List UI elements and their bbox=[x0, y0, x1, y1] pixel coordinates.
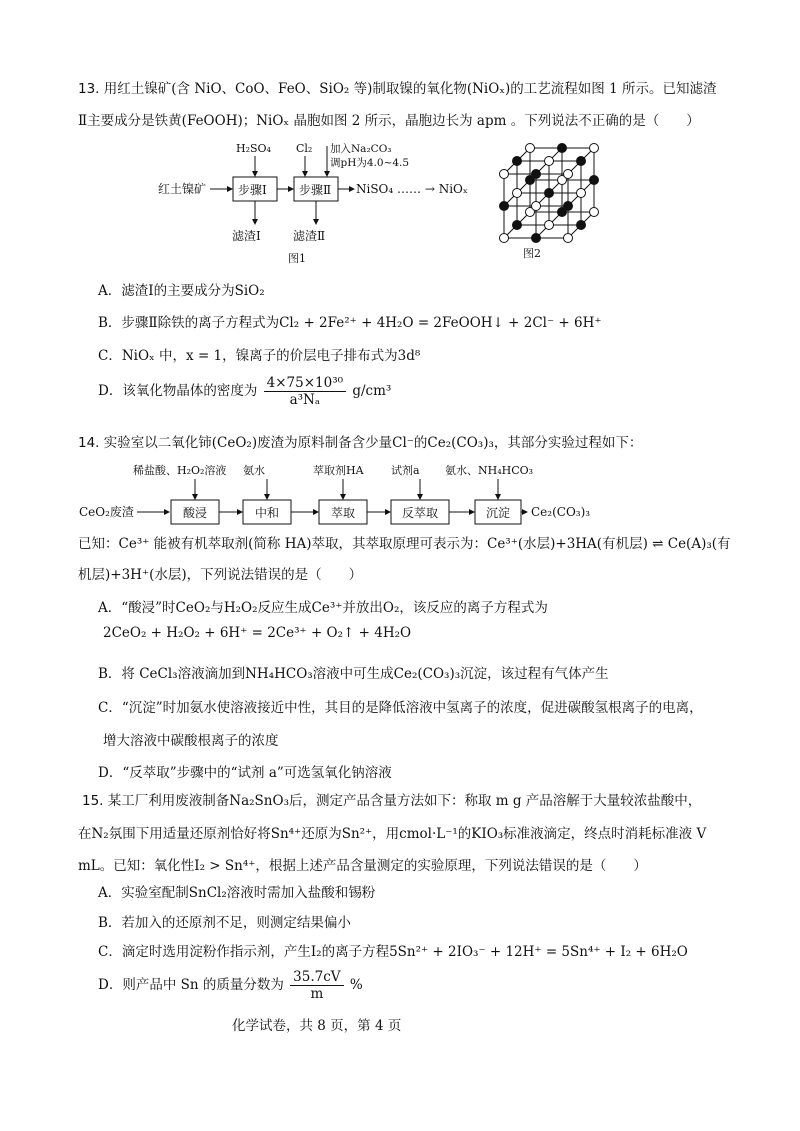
flow1-caption: 图1 bbox=[288, 252, 306, 265]
cell-atom-light bbox=[532, 202, 541, 211]
q15-option-d bbox=[98, 967, 363, 1003]
flow2-box-label-2: 萃取 bbox=[330, 506, 356, 520]
q14-option-a-equation: 2CeO₂ + H₂O₂ + 6H⁺ = 2Ce³⁺ + O₂↑ + 4H₂O bbox=[103, 625, 412, 641]
q13-density-numerator: 4×75×10³⁰ bbox=[264, 375, 346, 392]
cell-atom-light bbox=[545, 221, 554, 230]
q15-stem-line3: mL。已知：氧化性I₂ > Sn⁴⁺，根据上述产品含量测定的实验原理，下列说法错误的是（ ） bbox=[78, 858, 647, 874]
flow2-box-label-3: 反萃取 bbox=[401, 506, 439, 520]
cell-atom-light bbox=[545, 157, 554, 166]
page-footer: 化学试卷，共 8 页，第 4 页 bbox=[232, 1018, 402, 1034]
flow2-start-label: CeO₂废渣 bbox=[79, 505, 134, 519]
q13-option-d bbox=[98, 373, 391, 409]
flow1-reagent-na2co3: 加入Na₂CO₃ bbox=[330, 143, 392, 155]
cell-atom-dark bbox=[513, 221, 522, 230]
cell-atom-dark bbox=[577, 157, 586, 166]
cell-atom-light bbox=[577, 189, 586, 198]
cell-atom-dark bbox=[532, 170, 541, 179]
fig2-caption: 图2 bbox=[523, 247, 541, 260]
q15-option-a: A．实验室配制SnCl₂溶液时需加入盐酸和锡粉 bbox=[98, 885, 376, 901]
q15-option-c: C．滴定时选用淀粉作指示剂，产生I₂的离子方程5Sn²⁺ + 2IO₃⁻ + 12H⁺ = 5Sn⁴⁺ + I₂ + 6H₂O bbox=[98, 944, 688, 960]
flow1-step2-label: 步骤Ⅱ bbox=[299, 183, 332, 197]
q15-option-d-prefix: D．则产品中 Sn 的质量分数为 bbox=[98, 977, 284, 993]
q13-option-d-prefix: D．该氧化物晶体的密度为 bbox=[98, 383, 258, 399]
flow1-residue1: 滤渣Ⅰ bbox=[232, 229, 261, 243]
q15-fraction-numerator: 35.7cV bbox=[290, 969, 343, 986]
q14-option-d: D．“反萃取”步骤中的“试剂 a”可选氢氧化钠溶液 bbox=[98, 765, 392, 781]
q14-option-c-line2: 增大溶液中碳酸根离子的浓度 bbox=[103, 733, 279, 749]
flow1-reagent-cl2: Cl₂ bbox=[296, 142, 313, 155]
flow1-start-label: 红土镍矿 bbox=[158, 182, 207, 196]
cell-atom-dark bbox=[513, 157, 522, 166]
q13-option-c: C．NiOₓ 中，x = 1，镍离子的价层电子排布式为3d⁸ bbox=[98, 348, 421, 364]
q15-percent-unit: % bbox=[349, 977, 363, 993]
q13-stem-line1 bbox=[78, 79, 716, 99]
q15-stem-line2: 在N₂氛围下用适量还原剂恰好将Sn⁴⁺还原为Sn²⁺，用cmol·L⁻¹的KIO₃标准液滴定，终点时消耗标准液 V bbox=[78, 826, 707, 842]
q13-option-b: B．步骤Ⅱ除铁的离子方程式为Cl₂ + 2Fe²⁺ + 4H₂O = 2FeOOH↓ + 2Cl⁻ + 6H⁺ bbox=[98, 315, 602, 331]
q13-figure2-unit-cell bbox=[490, 140, 620, 265]
q15-stem-text1: 某工厂利用废液制备Na₂SnO₃后，测定产品含量方法如下：称取 m g 产品溶解于大量较浓盐酸中， bbox=[107, 793, 702, 809]
flow1-product-label: NiSO₄ …… → NiOₓ bbox=[356, 182, 468, 196]
cell-atom-dark bbox=[545, 189, 554, 198]
q13-density-fraction bbox=[264, 375, 346, 408]
q15-option-b: B．若加入的还原剂不足，则测定结果偏小 bbox=[98, 915, 351, 931]
cell-atom-light bbox=[590, 144, 599, 153]
flow2-reagent-1: 氨水 bbox=[243, 464, 265, 477]
q14-option-a-line1: A．“酸浸”时CeO₂与H₂O₂反应生成Ce³⁺并放出O₂，该反应的离子方程式为 bbox=[98, 600, 548, 616]
q13-density-unit: g/cm³ bbox=[352, 383, 392, 399]
q15-mass-fraction bbox=[290, 969, 343, 1002]
flow2-reagent-4: 氨水、NH₄HCO₃ bbox=[445, 464, 534, 477]
q14-known-line2: 机层)+3H⁺(水层)，下列说法错误的是（ ） bbox=[78, 567, 363, 583]
flow1-residue2: 滤渣Ⅱ bbox=[293, 229, 326, 243]
cell-atom-dark bbox=[532, 234, 541, 243]
flow2-reagent-0: 稀盐酸、H₂O₂溶液 bbox=[133, 464, 227, 477]
q15-stem-line1 bbox=[82, 791, 701, 811]
cell-atom-dark bbox=[590, 176, 599, 185]
q14-option-b: B．将 CeCl₃溶液滴加到NH₄HCO₃溶液中可生成Ce₂(CO₃)₃沉淀，该过程有气体产生 bbox=[98, 666, 609, 682]
flow1-reagent-h2so4: H₂SO₄ bbox=[236, 142, 271, 155]
cell-atom-light bbox=[513, 189, 522, 198]
q13-option-a: A．滤渣Ⅰ的主要成分为SiO₂ bbox=[98, 283, 265, 299]
cell-atom-dark bbox=[564, 202, 573, 211]
q13-number: 13. bbox=[78, 81, 100, 97]
q14-number: 14. bbox=[78, 435, 100, 451]
cell-atom-light bbox=[564, 234, 573, 243]
cell-atom-light bbox=[564, 170, 573, 179]
cell-atom-light bbox=[500, 234, 509, 243]
cell-atom-light bbox=[500, 170, 509, 179]
q15-fraction-denominator: m bbox=[310, 986, 324, 1002]
cell-atom-dark bbox=[577, 221, 586, 230]
q15-number: 15. bbox=[82, 793, 104, 809]
q13-stem-line2: Ⅱ主要成分是铁黄(FeOOH)；NiOₓ 晶胞如图 2 所示，晶胞边长为 apm 。下列说法不正确的是（ ） bbox=[78, 113, 700, 129]
q13-figure1-flowchart bbox=[150, 140, 480, 265]
q14-stem-text: 实验室以二氧化铈(CeO₂)废渣为原料制备含少量Cl⁻的Ce₂(CO₃)₃，其部分实验过程如下： bbox=[103, 435, 643, 451]
cell-atom-light bbox=[590, 208, 599, 217]
flow2-reagent-2: 萃取剂HA bbox=[313, 464, 364, 477]
flow2-box-label-4: 沉淀 bbox=[485, 506, 511, 520]
flow1-reagent-ph: 调pH为4.0~4.5 bbox=[330, 157, 410, 169]
q13-stem-text1: 用红土镍矿(含 NiO、CoO、FeO、SiO₂ 等)制取镍的氧化物(NiOₓ)的工艺流程如图 1 所示。已知滤渣 bbox=[103, 81, 717, 97]
q13-density-denominator: a³Nₐ bbox=[289, 392, 321, 408]
flow2-end-label: Ce₂(CO₃)₃ bbox=[531, 505, 591, 519]
q14-stem-line bbox=[78, 433, 642, 453]
flow1-step1-label: 步骤Ⅰ bbox=[238, 183, 267, 197]
cell-atom-dark bbox=[500, 202, 509, 211]
q14-option-c-line1: C．“沉淀”时加氨水使溶液接近中性，其目的是降低溶液中氢离子的浓度，促进碳酸氢根离子的电离， bbox=[98, 700, 703, 716]
cell-atom-dark bbox=[558, 144, 567, 153]
flow2-box-label-0: 酸浸 bbox=[182, 506, 208, 520]
flow2-box-label-1: 中和 bbox=[254, 506, 280, 520]
q14-flowchart bbox=[75, 460, 675, 530]
flow2-reagent-3: 试剂a bbox=[391, 464, 420, 477]
q14-known-line1: 已知：Ce³⁺ 能被有机萃取剂(简称 HA)萃取，其萃取原理可表示为：Ce³⁺(水层)+3HA(有机层) ⇌ Ce(A)₃(有 bbox=[78, 536, 731, 552]
cell-atom-light bbox=[526, 144, 535, 153]
